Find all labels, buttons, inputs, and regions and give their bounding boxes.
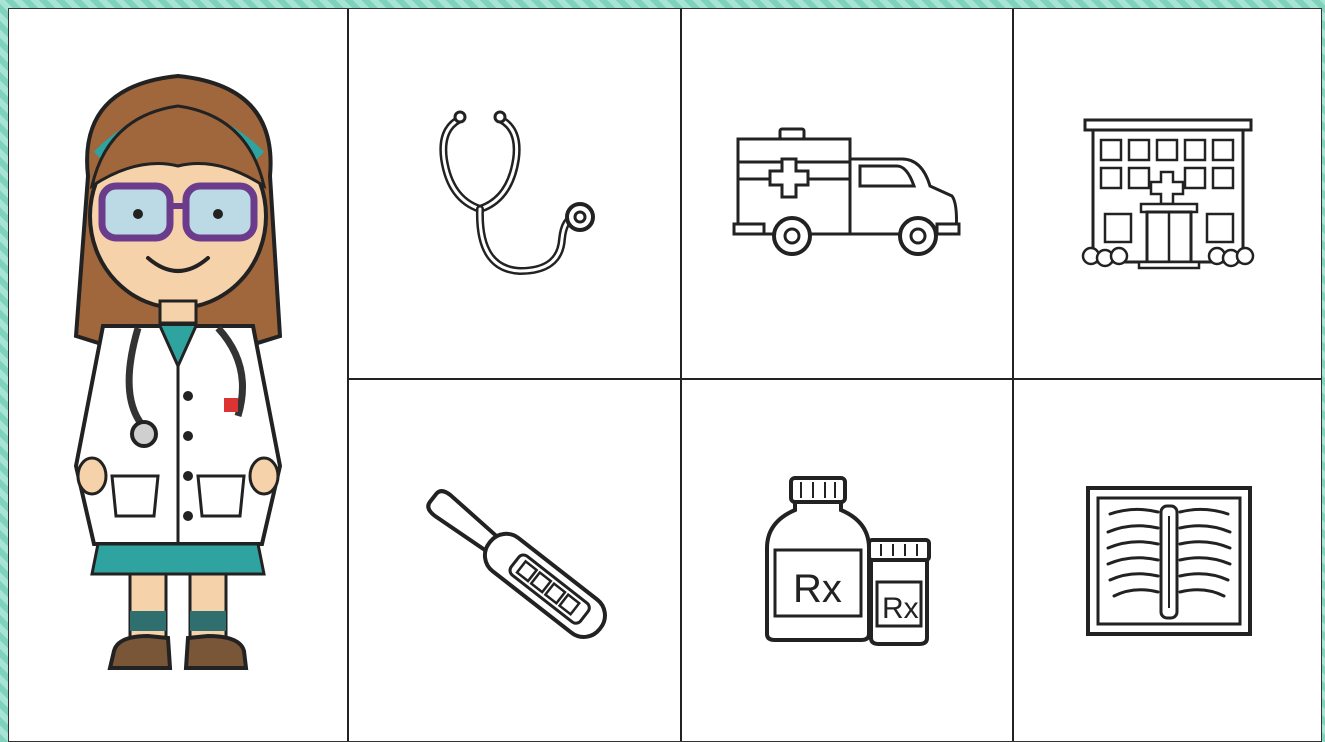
medicine-bottles-icon [757, 474, 937, 649]
hospital-icon [1081, 116, 1256, 271]
item-cell-ambulance [682, 9, 1012, 378]
thermometer-icon [415, 477, 615, 647]
item-cell-stethoscope [349, 9, 680, 378]
rx-label-small: Rx [882, 592, 919, 625]
doctor-character [9, 9, 347, 742]
x-ray-icon [1084, 484, 1254, 639]
item-cell-xray [1014, 380, 1322, 742]
rx-label-large: Rx [793, 567, 842, 611]
stethoscope-icon [430, 99, 600, 289]
ambulance-icon [732, 124, 962, 264]
worksheet-card [8, 8, 1322, 742]
doctor-girl-icon [48, 66, 308, 686]
item-cell-hospital [1014, 9, 1322, 378]
item-cell-medicine [682, 380, 1012, 742]
item-cell-thermometer [349, 380, 680, 742]
